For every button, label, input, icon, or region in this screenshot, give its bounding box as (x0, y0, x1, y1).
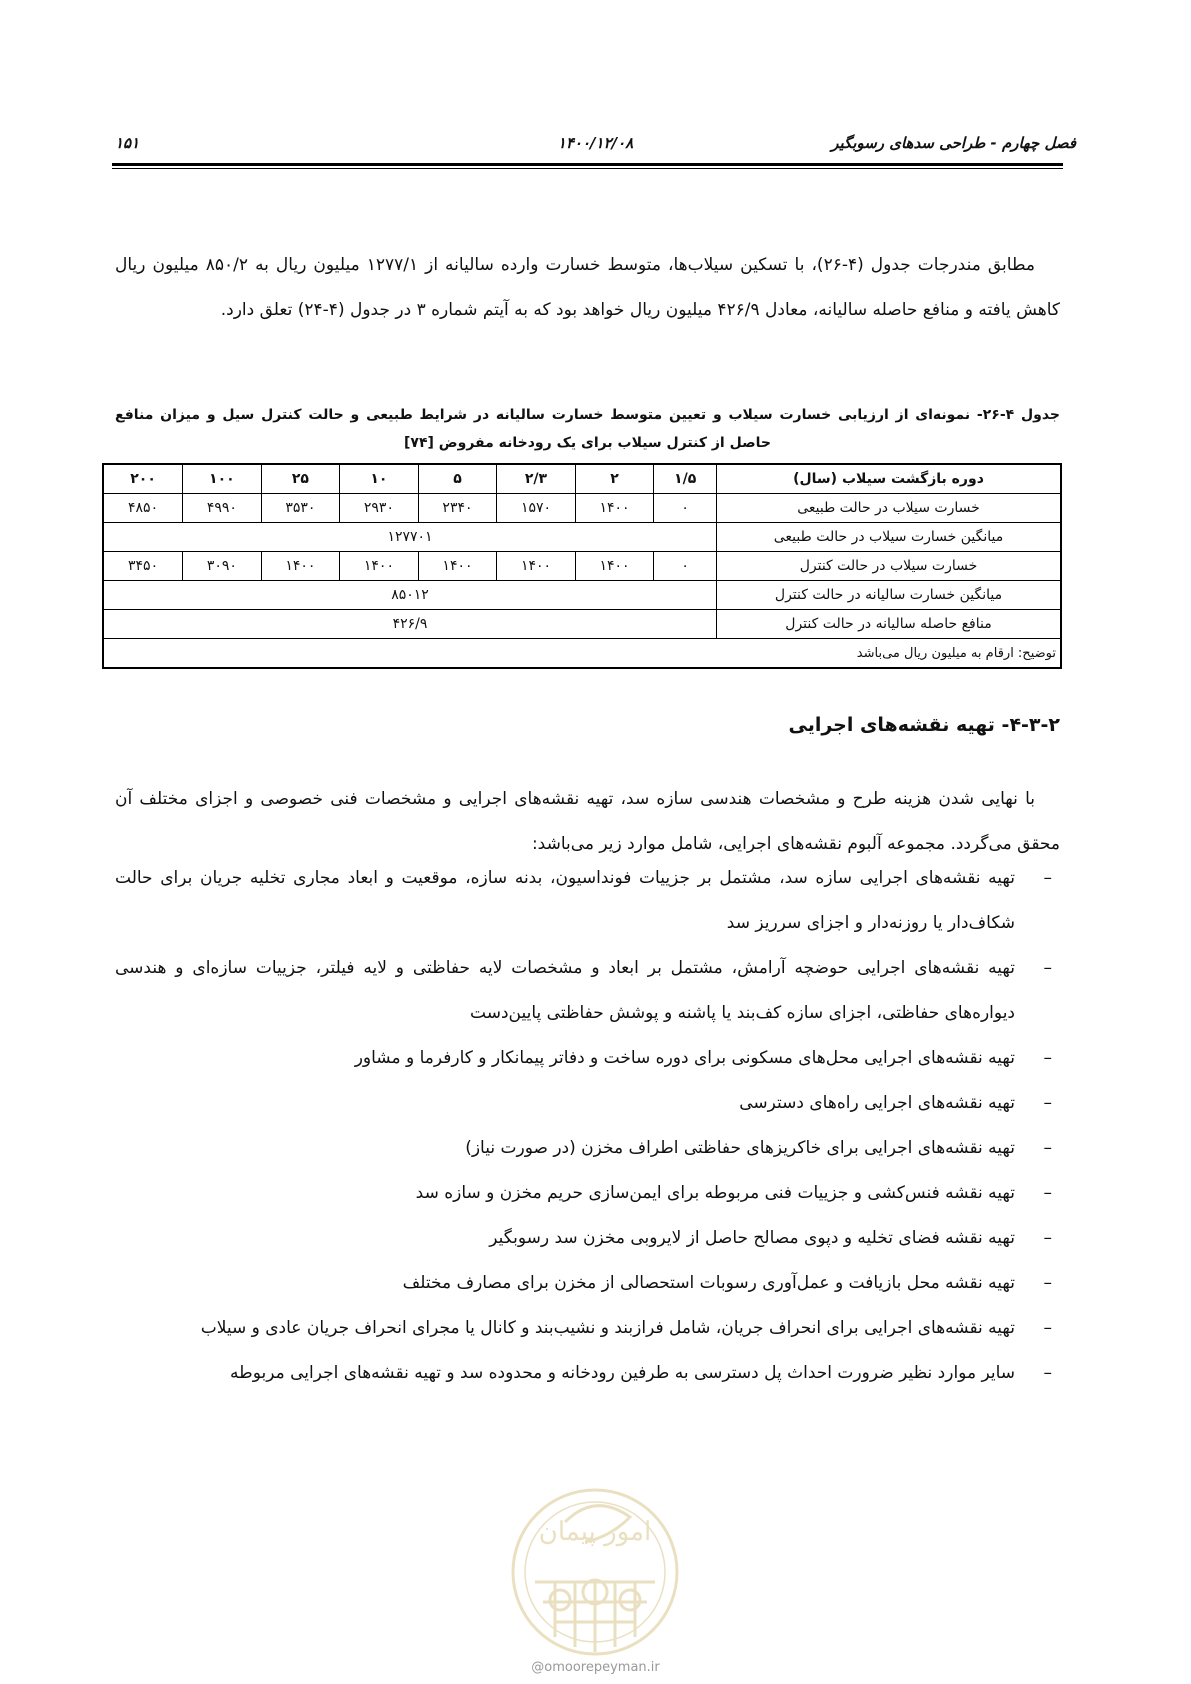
bullet-dash: – (1043, 1363, 1052, 1383)
list-item-text: تهیه نقشه‌های اجرایی برای انحراف جریان، شامل فرازبند و نشیب‌بند و کانال یا مجرای انحراف جریان عادی و سیلاب (200, 1318, 1015, 1338)
bullet-dash: – (1043, 1318, 1052, 1338)
table-row (103, 523, 1061, 552)
list-item-text: تهیه نقشه فنس‌کشی و جزییات فنی مربوطه برای ایمن‌سازی حریم مخزن و سازه سد (415, 1183, 1015, 1203)
table-cell: ۴۸۵۰ (103, 494, 183, 523)
merged-value-cell: ۴۲۶/۹ (103, 610, 717, 639)
drawings-list (115, 856, 1060, 1396)
table-row (103, 581, 1061, 610)
list-item-text: سایر موارد نظیر ضرورت احداث پل دسترسی به طرفین رودخانه و محدوده سد و تهیه نقشه‌های اجرایی مربوطه (230, 1363, 1015, 1383)
table-cell: ۳۵۳۰ (261, 494, 340, 523)
header-rule-thin (112, 168, 1063, 169)
watermark-url: @omoorepeyman.ir (531, 1660, 660, 1675)
list-item (115, 1351, 1060, 1396)
table-cell: ۱۴۰۰ (418, 552, 497, 581)
return-period-cell: ۲ (575, 464, 654, 494)
list-item (115, 1171, 1060, 1216)
bullet-dash: – (1043, 1183, 1052, 1203)
list-item (115, 1261, 1060, 1306)
table-cell: ۱۴۰۰ (497, 552, 576, 581)
list-item (115, 1126, 1060, 1171)
return-period-cell: ۵ (418, 464, 497, 494)
intro-paragraph: مطابق مندرجات جدول (۴-۲۶)، با تسکین سیلاب‌ها، متوسط خسارت وارده سالیانه از ۱۲۷۷/۱ میلیون ریال به ۸۵۰/۲ میلیون ریال کاهش یافته و منافع حاصله سالیانه، معادل ۴۲۶/۹ میلیون ریال خواهد بود که به آیتم شماره ۳ در جدول (۴-۲۴) تعلق دارد. (115, 255, 1060, 320)
list-item (115, 856, 1060, 946)
bullet-dash: – (1043, 868, 1052, 888)
watermark-logo-text: امور پیمان (538, 1517, 652, 1547)
table-cell: ۰ (654, 494, 717, 523)
list-item-text: تهیه نقشه‌های اجرایی سازه سد، مشتمل بر جزییات فونداسیون، بدنه سازه، موقعیت و ابعاد مجاری تخلیه جریان برای حالت شکاف‌دار یا روزنه‌دار و اجزای سرریز سد (115, 868, 1015, 933)
bullet-dash: – (1043, 1228, 1052, 1248)
bullet-dash: – (1043, 1093, 1052, 1113)
return-period-cell: ۱۰ (340, 464, 419, 494)
table-cell: ۱۴۰۰ (575, 552, 654, 581)
header-rule-thick (112, 163, 1063, 166)
table-cell: ۲۹۳۰ (340, 494, 419, 523)
bullet-dash: – (1043, 1048, 1052, 1068)
table-cell: ۳۰۹۰ (183, 552, 262, 581)
flood-damage-table (102, 463, 1062, 669)
table-row (103, 552, 1061, 581)
row-label-cell: میانگین خسارت سیلاب در حالت طبیعی (717, 523, 1062, 552)
header-date: ۱۴۰۰/۱۲/۰۸ (557, 134, 634, 152)
table-note-row (103, 639, 1061, 669)
section-paragraph: با نهایی شدن هزینه طرح و مشخصات هندسی سازه سد، تهیه نقشه‌های اجرایی و مشخصات فنی خصوصی و اجزای مختلف آن محقق می‌گردد. مجموعه آلبوم نقشه‌های اجرایی، شامل موارد زیر می‌باشد: (115, 789, 1060, 854)
list-item (115, 1081, 1060, 1126)
table-cell: ۱۵۷۰ (497, 494, 576, 523)
list-item-text: تهیه نقشه فضای تخلیه و دپوی مصالح حاصل از لایروبی مخزن سد رسوبگیر (489, 1228, 1015, 1248)
merged-value-cell: ۱۲۷۷۰۱ (103, 523, 717, 552)
list-item (115, 946, 1060, 1036)
page-header (115, 128, 1076, 158)
table-cell: ۲۳۴۰ (418, 494, 497, 523)
table-header-row (103, 464, 1061, 494)
table-row (103, 494, 1061, 523)
return-period-cell: ۱/۵ (654, 464, 717, 494)
list-item (115, 1216, 1060, 1261)
table-cell: ۱۴۰۰ (575, 494, 654, 523)
bullet-dash: – (1043, 958, 1052, 978)
table-caption-line2: حاصل از کنترل سیلاب برای یک رودخانه مفروض [۷۴] (404, 435, 771, 451)
page-number: ۱۵۱ (115, 134, 140, 152)
table-cell: ۱۴۰۰ (261, 552, 340, 581)
table-cell: ۳۴۵۰ (103, 552, 183, 581)
table-note: توضیح: ارقام به میلیون ریال می‌باشد (103, 639, 1061, 669)
header-label-cell: دوره بازگشت سیلاب (سال) (717, 464, 1062, 494)
row-label-cell: منافع حاصله سالیانه در حالت کنترل (717, 610, 1062, 639)
table-cell: ۱۴۰۰ (340, 552, 419, 581)
row-label-cell: خسارت سیلاب در حالت کنترل (717, 552, 1062, 581)
return-period-cell: ۲۵ (261, 464, 340, 494)
return-period-cell: ۲/۳ (497, 464, 576, 494)
list-item-text: تهیه نقشه محل بازیافت و عمل‌آوری رسوبات استحصالی از مخزن برای مصارف مختلف (402, 1273, 1015, 1293)
bullet-dash: – (1043, 1138, 1052, 1158)
watermark-logo-icon (505, 1462, 685, 1682)
table-cell: ۴۹۹۰ (183, 494, 262, 523)
chapter-title: فصل چهارم - طراحی سدهای رسوبگیر (831, 134, 1076, 152)
table-caption (115, 401, 1060, 457)
list-item (115, 1306, 1060, 1351)
row-label-cell: میانگین خسارت سالیانه در حالت کنترل (717, 581, 1062, 610)
table-row (103, 610, 1061, 639)
bullet-dash: – (1043, 1273, 1052, 1293)
list-item (115, 1036, 1060, 1081)
row-label-cell: خسارت سیلاب در حالت طبیعی (717, 494, 1062, 523)
table-cell: ۰ (654, 552, 717, 581)
table-caption-line1: جدول ۴-۲۶- نمونه‌ای از ارزیابی خسارت سیلاب و تعیین متوسط خسارت سالیانه در شرایط طبیعی و حالت کنترل سیل و میزان منافع (115, 407, 1061, 423)
merged-value-cell: ۸۵۰۱۲ (103, 581, 717, 610)
list-item-text: تهیه نقشه‌های اجرایی راه‌های دسترسی (739, 1093, 1015, 1113)
list-item-text: تهیه نقشه‌های اجرایی برای خاکریزهای حفاظتی اطراف مخزن (در صورت نیاز) (465, 1138, 1015, 1158)
list-item-text: تهیه نقشه‌های اجرایی محل‌های مسکونی برای دوره ساخت و دفاتر پیمانکار و کارفرما و مشاور (354, 1048, 1015, 1068)
return-period-cell: ۱۰۰ (183, 464, 262, 494)
return-period-cell: ۲۰۰ (103, 464, 183, 494)
list-item-text: تهیه نقشه‌های اجرایی حوضچه آرامش، مشتمل بر ابعاد و مشخصات لایه حفاظتی و لایه فیلتر، جزییات سازه‌ای و هندسی دیواره‌های حفاظتی، اجزای سازه کف‌بند یا پاشنه و پوشش حفاظتی پایین‌دست (115, 958, 1015, 1023)
section-heading: ۴-۳-۲- تهیه نقشه‌های اجرایی (788, 714, 1060, 736)
